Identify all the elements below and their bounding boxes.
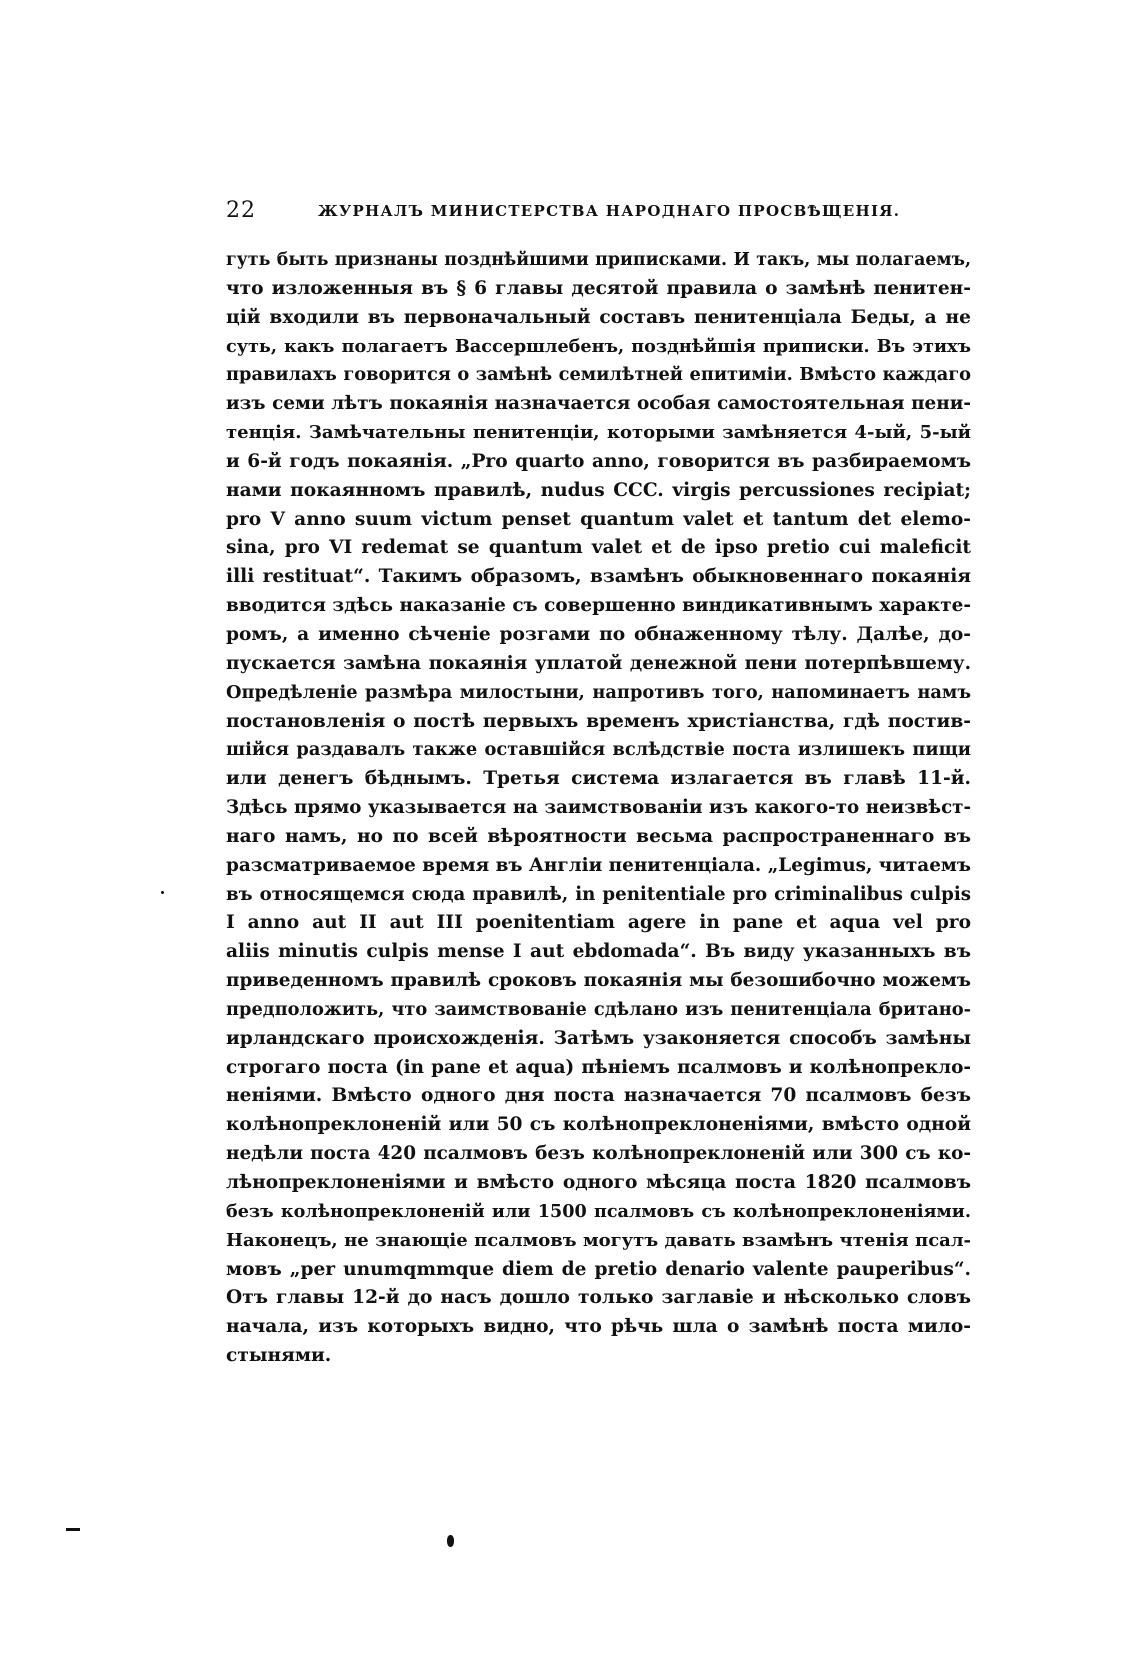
text-line: мовъ „per unumqmmque diem de pretio denario valente pauperibus“. [226,1258,971,1280]
text-line: шійся раздавалъ также оставшійся вслѣдствіе поста излишекъ пищи [226,739,971,761]
text-line: вводится здѣсь наказаніе съ совершенно виндикативнымъ характе- [226,595,971,617]
text-line: безъ колѣнопреклоненій или 1500 псалмовъ съ колѣнопреклоненіями. [226,1200,971,1222]
page-number: 22 [226,198,256,223]
scan-mark [66,1528,80,1531]
text-line: Здѣсь прямо указывается на заимствованіи изъ какого-то неизвѣст- [226,797,971,819]
text-line: I anno aut II aut III poenitentiam agere in pane et aqua vel pro [226,912,971,934]
text-line: начала, изъ которыхъ видно, что рѣчь шла о замѣнѣ поста мило- [226,1316,971,1338]
text-line: разсматриваемое время въ Англіи пенитенціала. „Legimus, читаемъ [226,854,971,876]
text-line: или денегъ бѣднымъ. Третья система излагается въ главѣ 11-й. [226,768,971,790]
ink-blot [447,1535,454,1547]
text-line: суть, какъ полагаетъ Вассершлебенъ, позднѣйшія приписки. Въ этихъ [226,335,971,357]
text-line: неніями. Вмѣсто одного дня поста назначается 70 псалмовъ безъ [226,1085,971,1107]
scan-speck [161,891,164,894]
journal-title: ЖУРНАЛЪ МИНИСТЕРСТВА НАРОДНАГО ПРОСВѢЩЕНІЯ. [318,202,901,220]
text-line: правилахъ говорится о замѣнѣ семилѣтней епитиміи. Вмѣсто каждаго [226,364,971,386]
text-line: цій входили въ первоначальный составъ пенитенціала Беды, а не [226,306,971,328]
text-line: illi restituat“. Такимъ образомъ, взамѣнъ обыкновеннаго покаянія [226,566,971,588]
text-line-last: стынями. [226,1345,332,1367]
running-head [226,198,966,228]
text-line: aliis minutis culpis mense I aut ebdomada“. Въ виду указанныхъ въ [226,941,971,963]
text-line: постановленія о постѣ первыхъ временъ христіанства, гдѣ постив- [226,710,971,732]
text-line: лѣнопреклоненіями и вмѣсто одного мѣсяца поста 1820 псалмовъ [226,1172,971,1193]
text-line: нами покаянномъ правилѣ, nudus CCC. virgis percussiones recipiat; [226,479,971,501]
text-line: недѣли поста 420 псалмовъ безъ колѣнопреклоненій или 300 съ ко- [226,1143,971,1165]
text-line: въ относящемся сюда правилѣ, in penitentiale pro criminalibus culpis [226,883,971,905]
body-text [226,246,971,1371]
text-line: строгаго поста (in pane et aqua) пѣніемъ псалмовъ и колѣнопрекло- [226,1056,971,1078]
text-line: pro V anno suum victum penset quantum valet et tantum det elemo- [226,508,971,530]
text-line: предположить, что заимствованіе сдѣлано изъ пенитенціала британо- [226,998,971,1020]
text-line: колѣнопреклоненій или 50 съ колѣнопреклоненіями, вмѣсто одной [226,1114,971,1136]
text-line: sina, pro VI redemat se quantum valet et de ipso pretio cui maleficit [226,537,971,559]
text-line: и 6-й годъ покаянія. „Pro quarto anno, говорится въ разбираемомъ [226,450,971,472]
text-line: приведенномъ правилѣ сроковъ покаянія мы безошибочно можемъ [226,970,971,992]
text-line: изъ семи лѣтъ покаянія назначается особая самостоятельная пени- [226,393,971,415]
text-line: ромъ, а именно сѣченіе розгами по обнаженному тѣлу. Далѣе, до- [226,623,971,645]
text-line: Опредѣленіе размѣра милостыни, напротивъ того, напоминаетъ намъ [226,681,971,703]
text-line: гуть быть признаны позднѣйшими приписками. И такъ, мы полагаемъ, [226,250,971,270]
text-line: ирландскаго происхожденія. Затѣмъ узаконяется способъ замѣны [226,1027,971,1049]
text-line: наго намъ, но по всей вѣроятности весьма распространеннаго въ [226,825,971,847]
text-line: пускается замѣна покаянія уплатой денежной пени потерпѣвшему. [226,652,971,674]
text-line: Наконецъ, не знающіе псалмовъ могутъ давать взамѣнъ чтенія псал- [226,1229,971,1251]
text-line: что изложенныя въ § 6 главы десятой правила о замѣнѣ пенитен- [226,277,971,299]
text-line: тенція. Замѣчательны пенитенціи, которыми замѣняется 4-ый, 5-ый [226,422,971,444]
text-line: Отъ главы 12-й до насъ дошло только заглавіе и нѣсколько словъ [226,1287,971,1309]
